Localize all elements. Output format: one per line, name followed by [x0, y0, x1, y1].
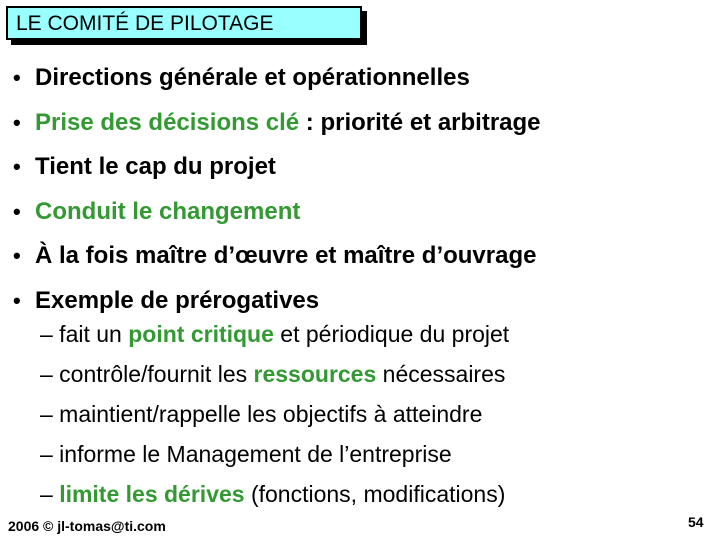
bullet-text: [35, 103, 541, 143]
bullet-item: [0, 58, 720, 103]
sub-bullet-list: [0, 314, 720, 514]
bullet-marker: •: [13, 109, 21, 135]
page-number: 54: [688, 514, 704, 530]
footer-copyright: 2006 © jl-tomas@ti.com: [8, 518, 166, 534]
bullet-text: Directions générale et opérationnelles: [35, 64, 470, 91]
slide-title-box: [6, 6, 362, 40]
sub-bullet-after: (fonctions, modifications): [244, 481, 506, 507]
bullet-item: [0, 147, 720, 192]
bullet-marker: •: [13, 243, 21, 268]
bullet-highlight: Conduit le changement: [35, 197, 301, 225]
sub-bullet-text: – maintient/rappelle les objectifs à atteindre: [40, 401, 483, 427]
bullet-text: À la fois maître d’œuvre et maître d’ouvrage: [35, 242, 537, 269]
sub-bullet-after: nécessaires: [376, 361, 506, 387]
sub-bullet-after: et périodique du projet: [273, 321, 510, 347]
bullet-text: Exemple de prérogatives: [35, 286, 320, 314]
sub-bullet-highlight: ressources: [253, 361, 377, 387]
sub-bullet-text: – informe le Management de l’entreprise: [40, 441, 452, 467]
bullet-item: [0, 236, 720, 281]
sub-bullet-item: [0, 354, 720, 394]
sub-bullet-highlight: point critique: [128, 321, 274, 347]
sub-bullet-text: [40, 474, 505, 514]
sub-bullet-before: – fait un: [40, 321, 129, 347]
sub-bullet-item: [0, 314, 720, 354]
bullet-text: Tient le cap du projet: [35, 153, 276, 180]
bullet-item: [0, 103, 720, 148]
sub-bullet-item: [0, 474, 720, 514]
sub-bullet-before: – contrôle/fournit les: [40, 361, 254, 387]
slide-title: LE COMITÉ DE PILOTAGE: [16, 12, 274, 35]
sub-bullet-text: [40, 354, 505, 394]
sub-bullet-item: [0, 394, 720, 434]
bullet-marker: •: [13, 198, 21, 224]
bullet-marker: •: [13, 65, 21, 90]
sub-bullet-text: [40, 314, 509, 354]
sub-bullet-item: [0, 434, 720, 474]
main-bullet-list: [0, 58, 720, 325]
bullet-marker: •: [13, 287, 21, 313]
bullet-item: [0, 192, 720, 237]
bullet-highlight: Prise des décisions clé: [35, 108, 300, 136]
bullet-text-after: : priorité et arbitrage: [299, 108, 541, 136]
sub-bullet-before: –: [40, 481, 60, 507]
sub-bullet-highlight: limite les dérives: [59, 481, 245, 507]
bullet-marker: •: [13, 154, 21, 179]
